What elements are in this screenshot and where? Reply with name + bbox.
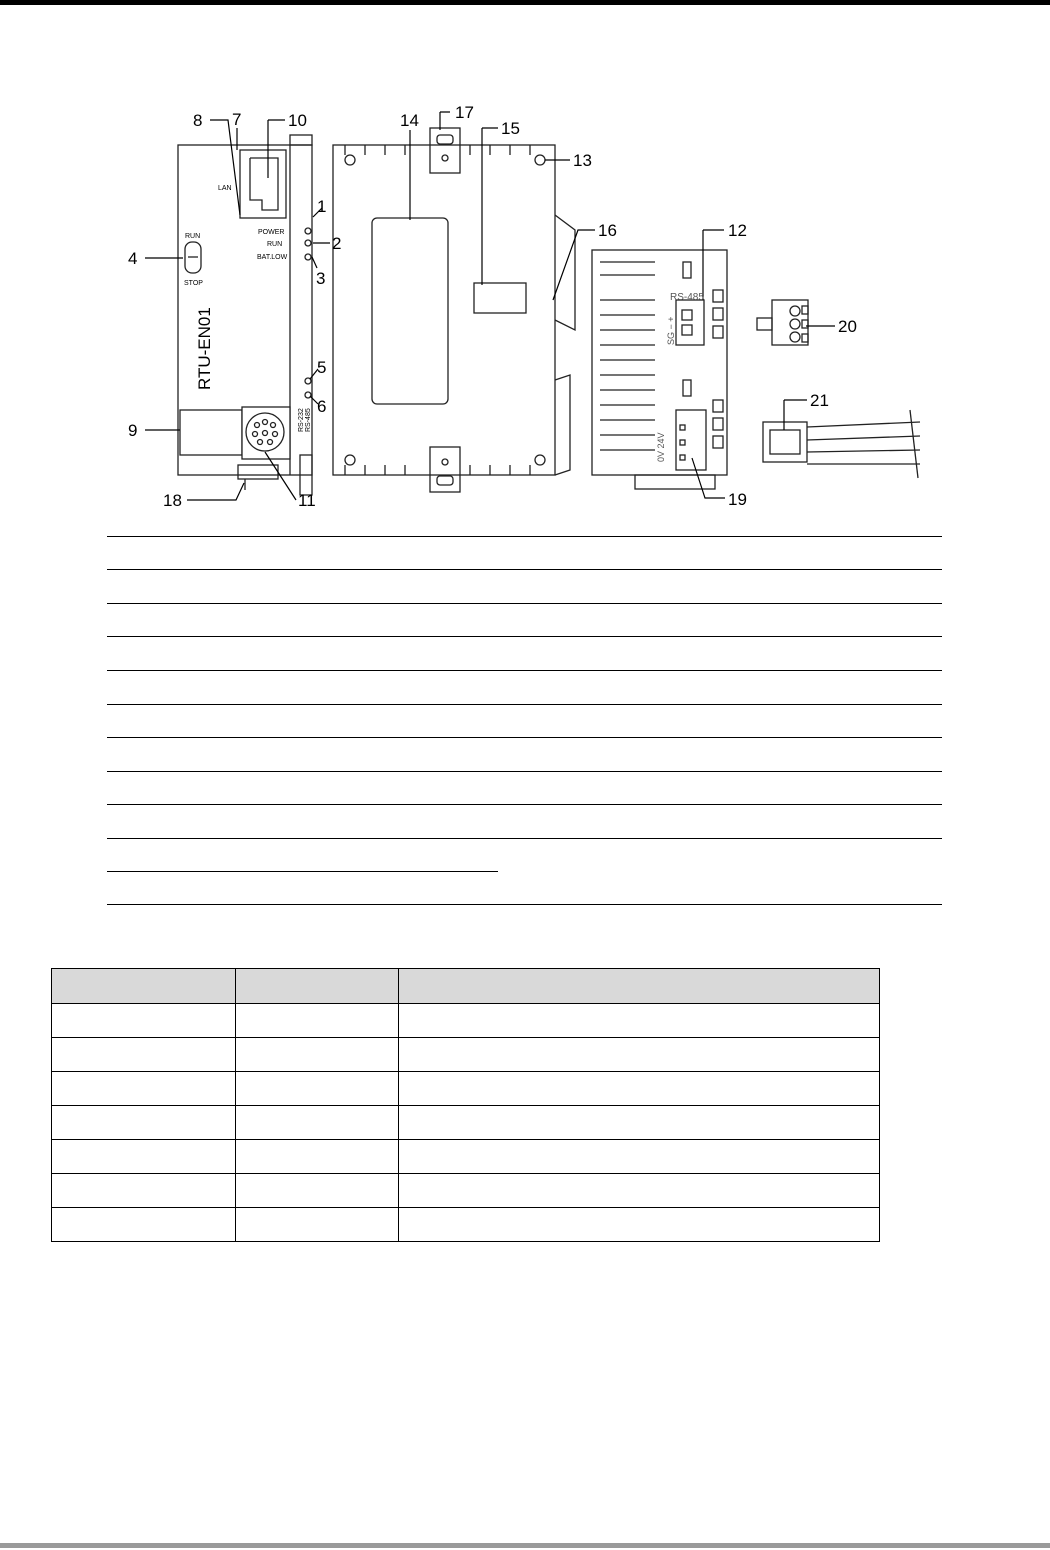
callout-2: 2 bbox=[332, 234, 342, 253]
callout-1: 1 bbox=[317, 197, 327, 216]
run-led-label: RUN bbox=[267, 241, 283, 248]
callout-20: 20 bbox=[838, 317, 857, 336]
callout-15: 15 bbox=[501, 119, 520, 138]
table-header-cell bbox=[399, 969, 880, 1004]
table-cell bbox=[236, 1004, 399, 1038]
table-header-row bbox=[52, 969, 880, 1004]
callout-11: 11 bbox=[298, 491, 316, 510]
table-cell bbox=[52, 1038, 236, 1072]
table-row bbox=[52, 1140, 880, 1174]
rs232-label: RS-232 bbox=[298, 408, 305, 432]
callout-6: 6 bbox=[317, 397, 327, 416]
switch-run-label: RUN bbox=[185, 233, 201, 240]
spec-table bbox=[51, 968, 880, 1242]
table-cell bbox=[399, 1174, 880, 1208]
callout-8: 8 bbox=[193, 111, 203, 130]
bat-low-led-label: BAT.LOW bbox=[257, 254, 288, 261]
table-cell bbox=[52, 1208, 236, 1242]
table-cell bbox=[399, 1072, 880, 1106]
table-cell bbox=[52, 1004, 236, 1038]
callout-5: 5 bbox=[317, 358, 327, 377]
table-cell bbox=[399, 1038, 880, 1072]
back-view bbox=[333, 128, 575, 492]
table-row bbox=[52, 1004, 880, 1038]
callout-14: 14 bbox=[400, 111, 419, 130]
power-terminal-label: 0V 24V bbox=[656, 432, 666, 462]
table-row bbox=[52, 1174, 880, 1208]
table-cell bbox=[236, 1038, 399, 1072]
callout-21: 21 bbox=[810, 391, 829, 410]
footer-rule bbox=[0, 1543, 1050, 1548]
product-diagram bbox=[0, 0, 1050, 530]
lan-port bbox=[240, 150, 286, 218]
terminal-plug bbox=[757, 300, 808, 345]
table-cell bbox=[52, 1106, 236, 1140]
callout-12: 12 bbox=[728, 221, 747, 240]
table-cell bbox=[399, 1208, 880, 1242]
table-cell bbox=[399, 1140, 880, 1174]
table-row bbox=[52, 1106, 880, 1140]
switch-stop-label: STOP bbox=[184, 280, 203, 287]
rs485-pin-labels: SG − + bbox=[666, 316, 676, 345]
model-label: RTU-EN01 bbox=[195, 307, 214, 390]
callout-10: 10 bbox=[288, 111, 307, 130]
callout-13: 13 bbox=[573, 151, 592, 170]
table-cell bbox=[236, 1140, 399, 1174]
table-header-cell bbox=[236, 969, 399, 1004]
power-led-label: POWER bbox=[258, 229, 285, 236]
table-cell bbox=[236, 1174, 399, 1208]
table-header-cell bbox=[52, 969, 236, 1004]
power-cable bbox=[763, 410, 920, 478]
table-cell bbox=[52, 1140, 236, 1174]
table-cell bbox=[52, 1174, 236, 1208]
table-cell bbox=[236, 1208, 399, 1242]
table-cell bbox=[399, 1004, 880, 1038]
table-row bbox=[52, 1208, 880, 1242]
table-cell bbox=[399, 1106, 880, 1140]
rs485-label: RS-485 bbox=[305, 408, 312, 432]
table-cell bbox=[52, 1072, 236, 1106]
callout-16: 16 bbox=[598, 221, 617, 240]
lan-label: LAN bbox=[218, 185, 232, 192]
table-cell bbox=[236, 1106, 399, 1140]
table-cell bbox=[236, 1072, 399, 1106]
table-row bbox=[52, 1038, 880, 1072]
callout-4: 4 bbox=[128, 249, 138, 268]
callout-17: 17 bbox=[455, 103, 474, 122]
callout-3: 3 bbox=[316, 269, 326, 288]
callout-19: 19 bbox=[728, 490, 747, 509]
callout-7: 7 bbox=[232, 110, 242, 129]
rs485-terminal-label: RS-485 bbox=[670, 292, 704, 303]
table-row bbox=[52, 1072, 880, 1106]
callout-18: 18 bbox=[163, 491, 182, 510]
callout-9: 9 bbox=[128, 421, 138, 440]
